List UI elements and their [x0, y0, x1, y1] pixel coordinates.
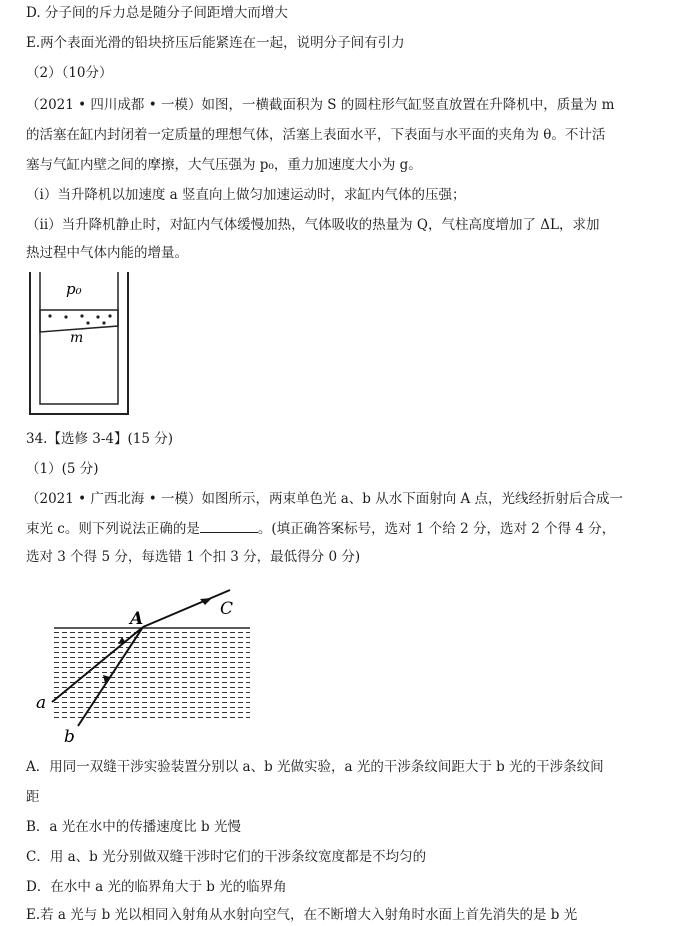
- option-c: C．用 a、b 光分别做双缝干涉时它们的干涉条纹宽度都是不均匀的: [26, 849, 427, 865]
- prev-option-d: D. 分子间的斥力总是随分子间距增大而增大: [26, 5, 288, 21]
- option-d: D．在水中 a 光的临界角大于 b 光的临界角: [26, 879, 287, 895]
- point-a-label: A: [130, 609, 144, 629]
- q2-stem-line3: 塞与气缸内壁之间的摩擦，大气压强为 p₀，重力加速度大小为 g。: [26, 157, 422, 173]
- q34-stem-line3: 选对 3 个得 5 分，每选错 1 个扣 3 分，最低得分 0 分): [26, 549, 361, 565]
- refraction-figure: [30, 580, 260, 745]
- q2-stem-line1: （2021 • 四川成都 • 一模）如图，一横截面积为 S 的圆柱形气缸竖直放置在升降机中，质量为 m: [26, 97, 615, 113]
- answer-blank: [200, 520, 258, 533]
- ray-b-label: b: [64, 727, 75, 745]
- ray-c-label: C: [220, 599, 234, 619]
- q34-stem-line2: [26, 520, 685, 538]
- q34-part1: （1）(5 分): [26, 461, 99, 477]
- option-e: E.若 a 光与 b 光以相同入射角从水射向空气，在不断增大入射角时水面上首先消失的是 b 光: [26, 907, 578, 923]
- p0-label: p₀: [66, 280, 82, 298]
- q2-stem-line2: 的活塞在缸内封闭着一定质量的理想气体，活塞上表面水平，下表面与水平面的夹角为 θ。不计活: [26, 127, 606, 143]
- q34-header: 34.【选修 3-4】(15 分): [26, 431, 174, 447]
- q2-header: （2）（10分）: [26, 65, 113, 81]
- prev-option-e: E.两个表面光滑的铅块挤压后能紧连在一起，说明分子间有引力: [26, 35, 405, 51]
- ray-a-label: a: [36, 693, 47, 713]
- option-b: B．a 光在水中的传播速度比 b 光慢: [26, 819, 241, 835]
- option-a-line2: 距: [26, 789, 40, 805]
- q2-sub-ii-line1: （ii）当升降机静止时，对缸内气体缓慢加热，气体吸收的热量为 Q，气柱高度增加了 ΔL，求加: [26, 217, 600, 233]
- q2-sub-i: （i）当升降机以加速度 a 竖直向上做匀加速运动时，求缸内气体的压强；: [26, 187, 466, 203]
- q34-stem-line2-post: 。(填正确答案标号，选对 1 个给 2 分，选对 2 个得 4 分，: [257, 521, 616, 537]
- option-a-line1: A．用同一双缝干涉实验装置分别以 a、b 光做实验，a 光的干涉条纹间距大于 b 光的干涉条纹间: [26, 759, 604, 775]
- q2-sub-ii-line2: 热过程中气体内能的增量。: [26, 245, 188, 261]
- ray-c: [143, 590, 230, 627]
- cylinder-figure: [26, 270, 134, 418]
- q34-stem-line2-pre: 束光 c。则下列说法正确的是: [26, 521, 200, 537]
- q34-stem-line1: （2021 • 广西北海 • 一模）如图所示，两束单色光 a、b 从水下面射向 A 点，光线经折射后合成一: [26, 491, 624, 507]
- piston-mass-label: m: [70, 330, 84, 346]
